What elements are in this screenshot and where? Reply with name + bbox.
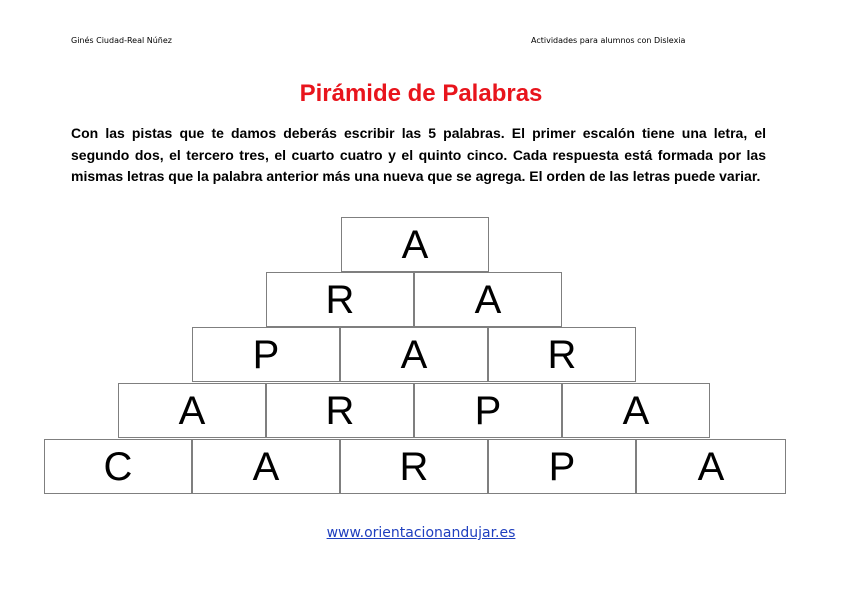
pyramid-cell: R xyxy=(266,272,414,327)
header-subject: Actividades para alumnos con Dislexia xyxy=(531,36,686,45)
pyramid-cell: R xyxy=(340,439,488,494)
pyramid-cell: P xyxy=(488,439,636,494)
pyramid-cell: C xyxy=(44,439,192,494)
pyramid-cell: A xyxy=(340,327,488,382)
pyramid-cell: A xyxy=(414,272,562,327)
footer xyxy=(0,525,842,541)
pyramid-cell: R xyxy=(266,383,414,438)
instructions-paragraph: Con las pistas que te damos deberás escribir las 5 palabras. El primer escalón tiene una letra, el segundo dos, el tercero tres, el cuarto cuatro y el quinto cinco. Cada respuesta está formada por las mismas letras que la palabra anterior más una nueva que se agrega. El orden de las letras puede variar. xyxy=(71,125,766,184)
pyramid-cell: A xyxy=(192,439,340,494)
pyramid-cell: A xyxy=(562,383,710,438)
pyramid-cell: A xyxy=(341,217,489,272)
header-author: Ginés Ciudad-Real Núñez xyxy=(71,36,172,45)
pyramid-cell: A xyxy=(636,439,786,494)
pyramid-cell: A xyxy=(118,383,266,438)
page-title: Pirámide de Palabras xyxy=(299,80,543,107)
pyramid-cell: R xyxy=(488,327,636,382)
pyramid-cell: P xyxy=(192,327,340,382)
website-link[interactable]: www.orientacionandujar.es xyxy=(326,525,516,541)
pyramid-cell: P xyxy=(414,383,562,438)
